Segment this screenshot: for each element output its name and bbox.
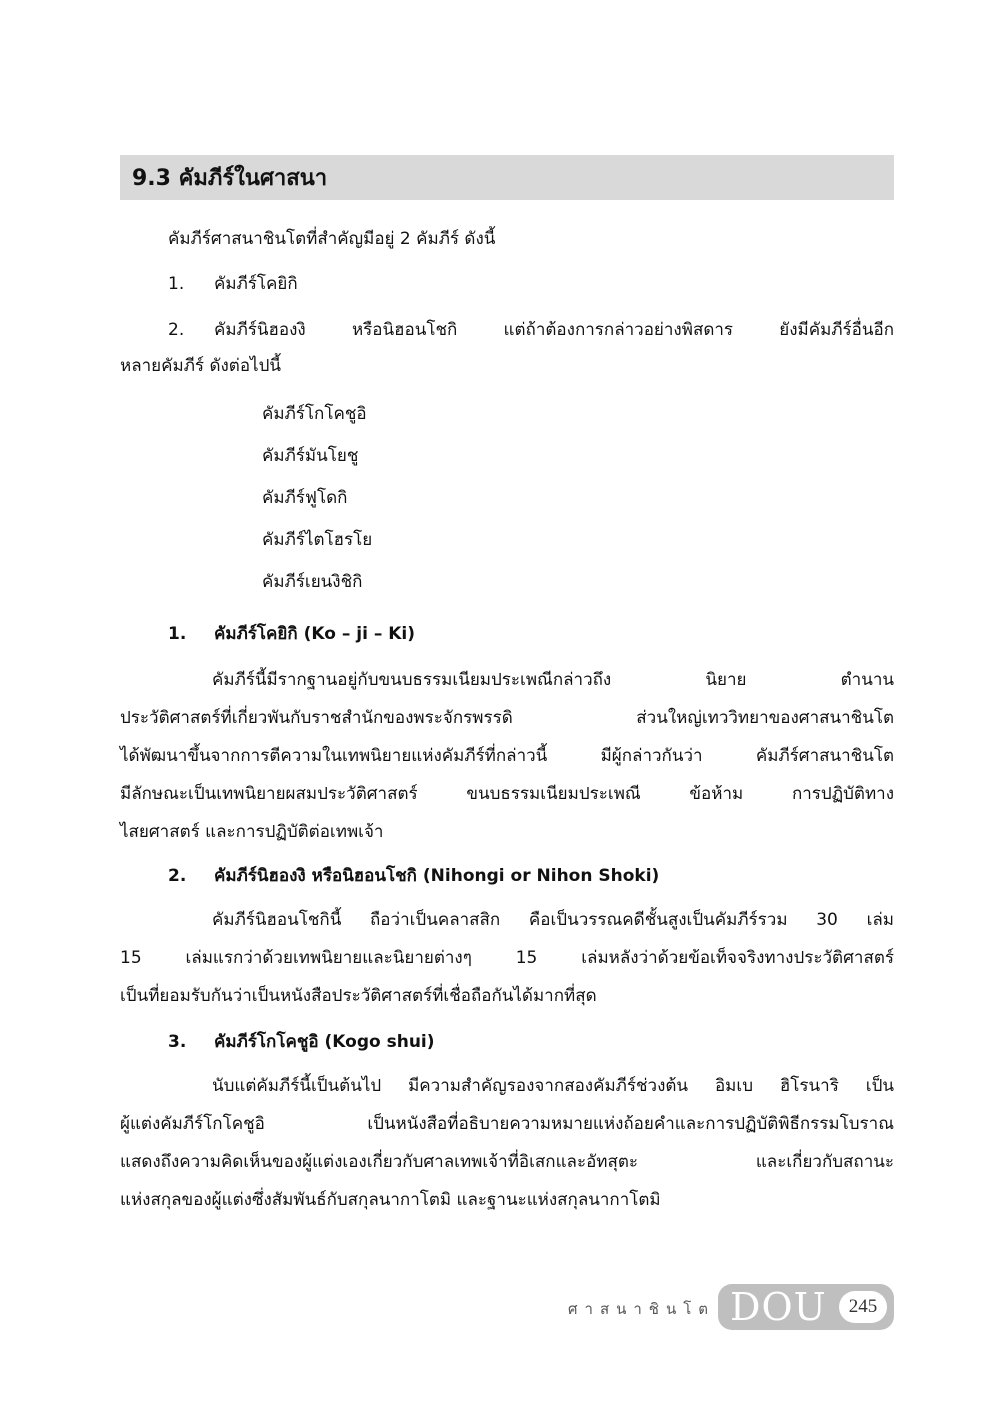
- footer-book-title: ศาสนาชินโต: [568, 1300, 716, 1318]
- scripture-item: คัมภีร์ไตโฮรโย: [262, 530, 373, 550]
- subsection-roman: (Ko – ji – Ki): [303, 624, 416, 644]
- section-title: 9.3 คัมภีร์ในศาสนา: [132, 166, 328, 191]
- subsection-2-line: คัมภีร์นิฮอนโชกินี้ ถือว่าเป็นคลาสสิก คือเป็นวรรณคดีชั้นสูงเป็นคัมภีร์รวม 30 เล่ม: [212, 910, 894, 930]
- scripture-item: คัมภีร์มันโยชู: [262, 446, 359, 466]
- list-item-2-continuation: หลายคัมภีร์ ดังต่อไปนี้: [120, 356, 282, 376]
- subsection-3-line: นับแต่คัมภีร์นี้เป็นต้นไป มีความสำคัญรองจากสองคัมภีร์ช่วงต้น อิมเบ ฮิโรนาริ เป็น: [212, 1076, 894, 1096]
- list-number: 2.: [168, 320, 185, 340]
- scripture-item: คัมภีร์ฟูโดกิ: [262, 488, 348, 508]
- subsection-roman: (Nihongi or Nihon Shoki): [422, 866, 660, 886]
- subsection-title: คัมภีร์โกโคชูอิ: [214, 1032, 319, 1052]
- subsection-title: คัมภีร์นิฮองงิ หรือนิฮอนโชกิ: [214, 866, 417, 886]
- subsection-2-line: เป็นที่ยอมรับกันว่าเป็นหนังสือประวัติศาสตร์ที่เชื่อถือกันได้มากที่สุด: [120, 986, 597, 1006]
- subsection-1-line: คัมภีร์นี้มีรากฐานอยู่กับขนบธรรมเนียมประเพณีกล่าวถึง นิยาย ตำนาน: [212, 670, 894, 690]
- subsection-number: 2.: [168, 866, 187, 886]
- scripture-item: คัมภีร์โกโคชูอิ: [262, 404, 367, 424]
- subsection-3-line: ผู้แต่งคัมภีร์โกโคชูอิ เป็นหนังสือที่อธิบายความหมายแห่งถ้อยคำและการปฏิบัติพิธีกรรมโบราณ: [120, 1114, 894, 1134]
- subsection-1-line: ไสยศาสตร์ และการปฏิบัติต่อเทพเจ้า: [120, 822, 384, 842]
- subsection-title: คัมภีร์โคยิกิ: [214, 624, 298, 644]
- subsection-heading-3: [168, 1030, 435, 1054]
- logo-text: DOU: [730, 1285, 827, 1329]
- page-number: 245: [839, 1291, 887, 1323]
- list-text: คัมภีร์นิฮองงิ หรือนิฮอนโชกิ แต่ถ้าต้องการกล่าวอย่างพิสดาร ยังมีคัมภีร์อื่นอีก: [214, 320, 894, 340]
- subsection-2-line: 15 เล่มแรกว่าด้วยเทพนิยายและนิยายต่างๆ 15 เล่มหลังว่าด้วยข้อเท็จจริงทางประวัติศาสตร์: [120, 948, 894, 968]
- subsection-number: 3.: [168, 1032, 187, 1052]
- subsection-1-line: ได้พัฒนาขึ้นจากการตีความในเทพนิยายแห่งคัมภีร์ที่กล่าวนี้ มีผู้กล่าวกันว่า คัมภีร์ศาสนาชินโต: [120, 746, 894, 766]
- subsection-roman: (Kogo shui): [324, 1032, 435, 1052]
- scripture-item: คัมภีร์เยนงิชิกิ: [262, 572, 363, 592]
- subsection-1-line: ประวัติศาสตร์ที่เกี่ยวพันกับราชสำนักของพระจักรพรรดิ ส่วนใหญ่เทววิทยาของศาสนาชินโต: [120, 708, 894, 728]
- subsection-heading-1: [168, 622, 415, 646]
- subsection-number: 1.: [168, 624, 187, 644]
- list-item-2: [120, 318, 894, 342]
- section-heading-bar: [120, 155, 894, 200]
- subsection-3-line: แสดงถึงความคิดเห็นของผู้แต่งเองเกี่ยวกับศาลเทพเจ้าที่อิเสกและอัทสุตะ และเกี่ยวกับสถานะ: [120, 1152, 894, 1172]
- list-text: คัมภีร์โคยิกิ: [214, 274, 298, 294]
- subsection-1-line: มีลักษณะเป็นเทพนิยายผสมประวัติศาสตร์ ขนบธรรมเนียมประเพณี ข้อห้าม การปฏิบัติทาง: [120, 784, 894, 804]
- list-number: 1.: [168, 274, 185, 294]
- subsection-3-line: แห่งสกุลของผู้แต่งซึ่งสัมพันธ์กับสกุลนากาโตมิ และฐานะแห่งสกุลนากาโตมิ: [120, 1190, 661, 1210]
- list-item-1: [168, 272, 298, 296]
- intro-paragraph: คัมภีร์ศาสนาชินโตที่สำคัญมีอยู่ 2 คัมภีร์ ดังนี้: [168, 229, 496, 249]
- subsection-heading-2: [168, 864, 659, 888]
- dou-logo: [718, 1284, 894, 1330]
